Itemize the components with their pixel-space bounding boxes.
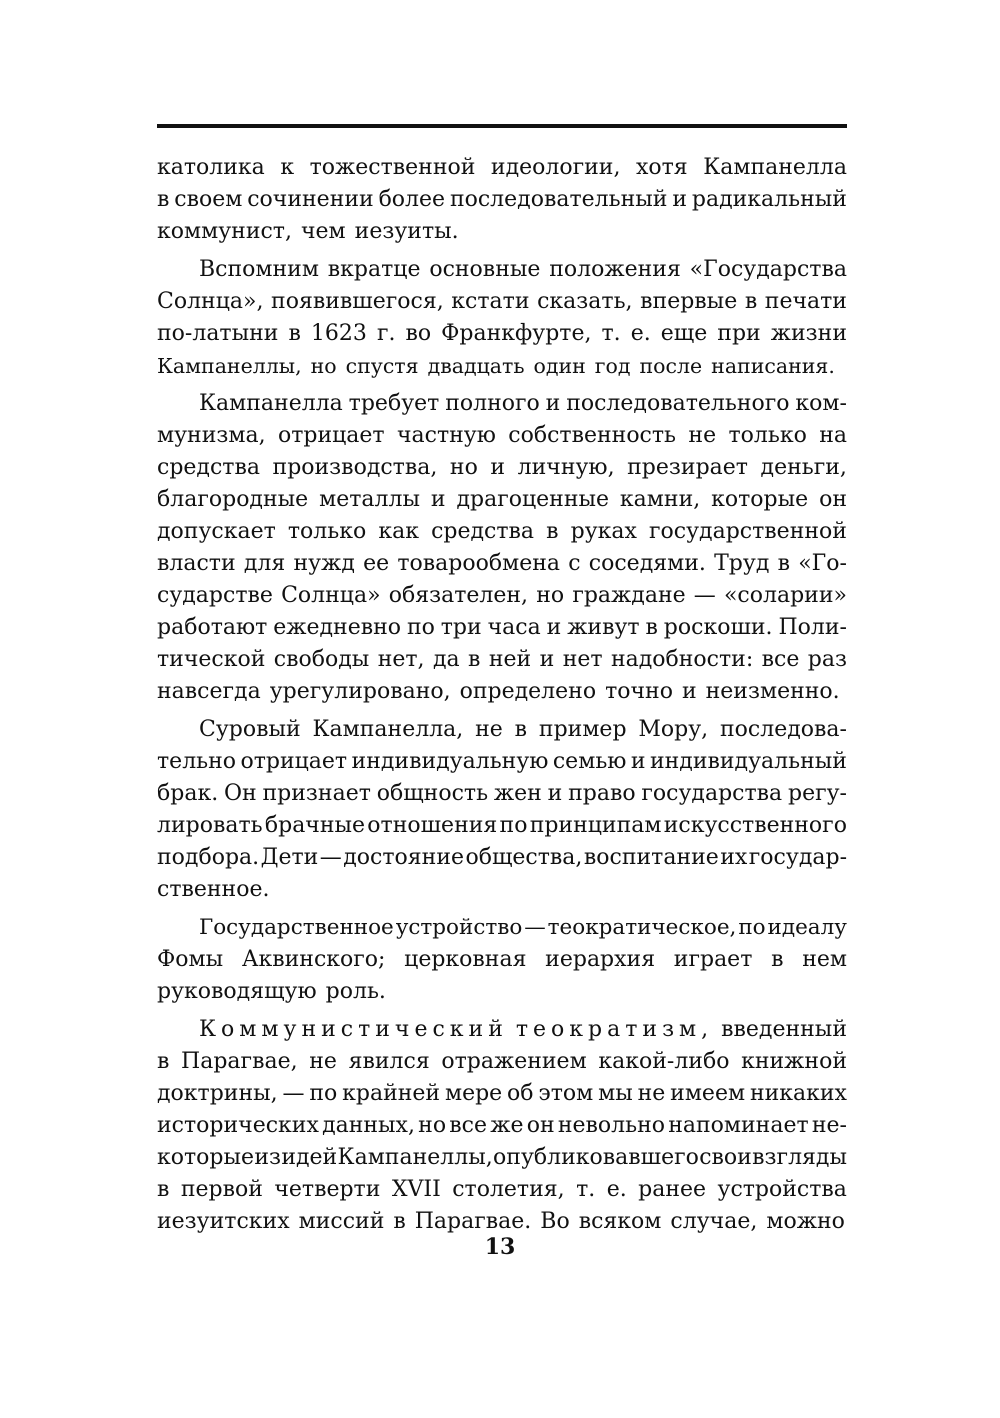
word: в [157, 1177, 170, 1202]
word: случае, [670, 1209, 758, 1234]
word: ней [488, 647, 532, 672]
word: при [717, 321, 761, 346]
text-line [157, 912, 847, 944]
word: по [309, 1081, 338, 1106]
text-line [157, 944, 847, 976]
word: в [744, 289, 758, 314]
word: католика [157, 155, 265, 180]
word: ее [363, 551, 390, 576]
word: в [514, 717, 528, 742]
word: ственное. [157, 877, 270, 902]
word: и [681, 679, 697, 704]
word: миссий [298, 1209, 385, 1234]
word: кстати [451, 289, 530, 314]
word: как [378, 519, 419, 544]
word: и [545, 391, 561, 416]
word: не- [811, 1113, 847, 1138]
word: «соларии» [723, 583, 847, 608]
word: Он [224, 781, 257, 806]
word: т. [601, 321, 621, 346]
word: не [475, 717, 503, 742]
word: из [254, 1145, 282, 1170]
word: Поли- [778, 615, 847, 640]
word: государственной [649, 519, 847, 544]
word: Кампанелла, [312, 717, 464, 742]
word: власти [157, 551, 236, 576]
text-line [157, 1046, 847, 1078]
word: вкратце [327, 257, 421, 282]
word: полного [445, 391, 540, 416]
word: церковная [404, 947, 527, 972]
word: 1623 [310, 321, 367, 346]
word: иезуитских [157, 1209, 290, 1234]
word: XVII [391, 1177, 441, 1202]
text-line [157, 612, 847, 644]
word: е. [630, 321, 651, 346]
word: хотя [635, 155, 688, 180]
word: жен [493, 781, 542, 806]
word: в [288, 321, 301, 346]
word: во [405, 321, 432, 346]
header-rule [157, 124, 847, 128]
word: но [536, 583, 565, 608]
word: какой-либо [598, 1049, 730, 1074]
text-line [157, 184, 847, 216]
word: играет [673, 947, 753, 972]
word: по [499, 813, 528, 838]
word: теократизм, [515, 1017, 714, 1042]
word: лировать [157, 813, 263, 838]
word: написания. [711, 354, 835, 378]
word: к [280, 155, 295, 180]
word: индивидуальный [649, 749, 847, 774]
word: с [568, 551, 581, 576]
text-line [157, 318, 847, 350]
word: нем [802, 947, 847, 972]
word: тической [157, 647, 266, 672]
word: этом [538, 1081, 594, 1106]
text-line [157, 644, 847, 676]
word: право [568, 781, 636, 806]
word: только [728, 423, 807, 448]
word: никаких [749, 1081, 847, 1106]
word: в [468, 647, 481, 672]
word: столетия, [452, 1177, 565, 1202]
word: теократическое, [547, 915, 737, 940]
word: живут [567, 615, 640, 640]
word: государства [641, 781, 783, 806]
word: после [639, 354, 703, 378]
word: Вспомним [199, 257, 319, 282]
text-line [157, 484, 847, 516]
word: индивидуальную [351, 749, 549, 774]
word: е. [606, 1177, 627, 1202]
word: пример [538, 717, 627, 742]
word: жизни [770, 321, 847, 346]
word: введенный [721, 1017, 847, 1042]
word: Государственное [199, 915, 394, 940]
word: отрицает [240, 749, 348, 774]
paragraph [157, 912, 847, 1008]
word: взгляды [752, 1145, 847, 1170]
word: обязателен, [388, 583, 529, 608]
word: в [771, 947, 784, 972]
word: радикальный [691, 187, 847, 212]
word: нужд [293, 551, 355, 576]
word: их [720, 845, 748, 870]
word: брак. [157, 781, 219, 806]
word: определено [459, 679, 597, 704]
text-line [157, 1110, 847, 1142]
text-line [157, 548, 847, 580]
word: — [319, 845, 342, 870]
word: подбора. [157, 845, 260, 870]
word: не [637, 1081, 666, 1106]
word: спустя [345, 354, 419, 378]
word: благородные [157, 487, 309, 512]
word: «Го- [798, 551, 847, 576]
paragraph [157, 388, 847, 708]
word: Дети [260, 845, 319, 870]
word: принципам [529, 813, 662, 838]
text-line [157, 1142, 847, 1174]
word: печати [764, 289, 847, 314]
word: все [449, 1113, 488, 1138]
word: можно [766, 1209, 845, 1234]
word: раз [807, 647, 847, 672]
word: три [440, 615, 482, 640]
word: отрицает [277, 423, 385, 448]
word: драгоценные [456, 487, 610, 512]
word: и [547, 781, 563, 806]
word: появившегося, [271, 289, 444, 314]
word: работают [157, 615, 268, 640]
text-line [157, 254, 847, 286]
word: по-латыни [157, 321, 279, 346]
word: требует [348, 391, 440, 416]
word: только [287, 519, 367, 544]
word: семью [552, 749, 627, 774]
word: навсегда [157, 679, 261, 704]
word: но [310, 354, 337, 378]
word: впервые [640, 289, 738, 314]
word: Аквинского; [241, 947, 386, 972]
word: еще [660, 321, 708, 346]
word: идей [281, 1145, 338, 1170]
word: тожественной [309, 155, 476, 180]
word: — [282, 1081, 305, 1106]
word: ежедневно [273, 615, 402, 640]
word: невольно [557, 1113, 666, 1138]
word: об [507, 1081, 534, 1106]
text-line [157, 1174, 847, 1206]
word: нет [562, 647, 603, 672]
word: последова- [720, 717, 847, 742]
word: свободы [273, 647, 370, 672]
word: Кампанелла [199, 391, 343, 416]
text-line [157, 420, 847, 452]
word: Фомы [157, 947, 224, 972]
word: Кампанелла [703, 155, 847, 180]
word: опубликовавшего [493, 1145, 699, 1170]
word: основные [429, 257, 541, 282]
page-number: 13 [484, 1234, 516, 1260]
word: — [524, 915, 546, 940]
word: но [449, 455, 478, 480]
word: последовательного [566, 391, 790, 416]
word: роскоши. [663, 615, 773, 640]
word: и [672, 187, 687, 212]
word: данных, [322, 1113, 415, 1138]
word: явился [348, 1049, 430, 1074]
word: Кампанеллы, [337, 1145, 493, 1170]
text-line [157, 874, 847, 906]
word: устройства [717, 1177, 847, 1202]
word: точно [605, 679, 673, 704]
word: напоминает [668, 1113, 809, 1138]
word: Во [540, 1209, 570, 1234]
word: на [819, 423, 847, 448]
text-line [157, 516, 847, 548]
word: но [418, 1113, 447, 1138]
word: Труд [714, 551, 770, 576]
word: частную [396, 423, 496, 448]
text-line [157, 810, 847, 842]
word: по [406, 615, 435, 640]
text-line [157, 746, 847, 778]
word: мы [598, 1081, 633, 1106]
word: последовательный [449, 187, 668, 212]
word: в [777, 551, 790, 576]
word: не [688, 423, 717, 448]
word: — [693, 583, 716, 608]
word: надобности: [610, 647, 754, 672]
word: год [594, 354, 631, 378]
word: деньги, [760, 455, 847, 480]
word: чем [300, 219, 346, 244]
word: «Государства [689, 257, 847, 282]
word: имеем [670, 1081, 746, 1106]
word: он [526, 1113, 555, 1138]
word: и [539, 647, 555, 672]
word: Солнца», [157, 289, 264, 314]
word: Солнца» [281, 583, 381, 608]
word: в [645, 615, 658, 640]
word: воспитание [583, 845, 719, 870]
word: роль. [325, 979, 386, 1004]
word: первой [180, 1177, 263, 1202]
word: он [819, 487, 847, 512]
word: идеологии, [490, 155, 621, 180]
word: в [157, 187, 170, 212]
word: четверти [274, 1177, 381, 1202]
word: двадцать [427, 354, 525, 378]
word: всяком [578, 1209, 662, 1234]
word: да [432, 647, 460, 672]
word: исторических [157, 1113, 319, 1138]
word: Парагвае, [181, 1049, 298, 1074]
word: коммунист, [157, 219, 292, 244]
word: же [490, 1113, 524, 1138]
word: мере [444, 1081, 503, 1106]
paragraph [157, 1014, 847, 1238]
word: Кампанеллы, [157, 354, 302, 378]
word: и [490, 455, 506, 480]
word: Суровый [199, 717, 301, 742]
text-line [157, 216, 847, 248]
word: тельно [157, 749, 237, 774]
text-line [157, 778, 847, 810]
word: искусственного [663, 813, 847, 838]
text-line [157, 714, 847, 746]
word: общность [376, 781, 489, 806]
word: сударстве [157, 583, 273, 608]
word: регу- [787, 781, 847, 806]
paragraph [157, 152, 847, 248]
word: в [546, 519, 559, 544]
word: т. [576, 1177, 596, 1202]
word: иерархия [545, 947, 656, 972]
word: урегулировано, [269, 679, 451, 704]
word: которые [157, 1145, 255, 1170]
word: часа [487, 615, 541, 640]
word: Парагвае. [414, 1209, 532, 1234]
text-line [157, 350, 847, 382]
word: которые [711, 487, 809, 512]
word: общества, [465, 845, 583, 870]
word: ком- [795, 391, 847, 416]
word: руководящую [157, 979, 317, 1004]
word: товарообмена [397, 551, 561, 576]
word: своем [174, 187, 243, 212]
word: г. [376, 321, 396, 346]
text-line [157, 976, 847, 1008]
word: отражением [441, 1049, 587, 1074]
word: идеалу [767, 915, 847, 940]
word: отношения [367, 813, 498, 838]
word: соседями. [588, 551, 706, 576]
word: достояние [343, 845, 465, 870]
word: устройство [395, 915, 523, 940]
word: неизменно. [705, 679, 840, 704]
word: средства [431, 519, 535, 544]
text-line [157, 580, 847, 612]
text-line [157, 676, 847, 708]
text-line [157, 1078, 847, 1110]
word: доктрины, [157, 1081, 278, 1106]
word: брачные [264, 813, 366, 838]
word: и [430, 487, 446, 512]
paragraph [157, 714, 847, 906]
word: собственность [508, 423, 677, 448]
word: допускает [157, 519, 276, 544]
word: нет, [377, 647, 425, 672]
word: иезуиты. [354, 219, 459, 244]
word: по [738, 915, 766, 940]
word: для [243, 551, 286, 576]
word: личную, [517, 455, 615, 480]
word: Коммунистический [199, 1017, 508, 1042]
word: положения [549, 257, 681, 282]
word: сочинении [247, 187, 374, 212]
text-line [157, 842, 847, 874]
word: презирает [627, 455, 748, 480]
paragraph [157, 254, 847, 382]
word: камни, [619, 487, 701, 512]
word: не [309, 1049, 337, 1074]
word: граждане [572, 583, 686, 608]
word: крайней [342, 1081, 441, 1106]
word: один [533, 354, 586, 378]
word: признает [262, 781, 371, 806]
word: металлы [319, 487, 420, 512]
word: Мору, [638, 717, 709, 742]
word: более [378, 187, 446, 212]
text-line [157, 1014, 847, 1046]
word: средства [157, 455, 260, 480]
body-text [157, 152, 847, 1238]
word: книжной [741, 1049, 847, 1074]
word: мунизма, [157, 423, 266, 448]
word: свои [699, 1145, 752, 1170]
word: Франкфурте, [441, 321, 592, 346]
word: в [157, 1049, 170, 1074]
word: и [630, 749, 646, 774]
text-line [157, 452, 847, 484]
text-line [157, 152, 847, 184]
word: сказать, [537, 289, 633, 314]
word: в [393, 1209, 406, 1234]
word: производства, [272, 455, 438, 480]
word: ранее [638, 1177, 707, 1202]
text-line [157, 286, 847, 318]
word: государ- [748, 845, 847, 870]
text-line [157, 388, 847, 420]
word: все [761, 647, 800, 672]
word: и [546, 615, 562, 640]
word: руках [570, 519, 637, 544]
